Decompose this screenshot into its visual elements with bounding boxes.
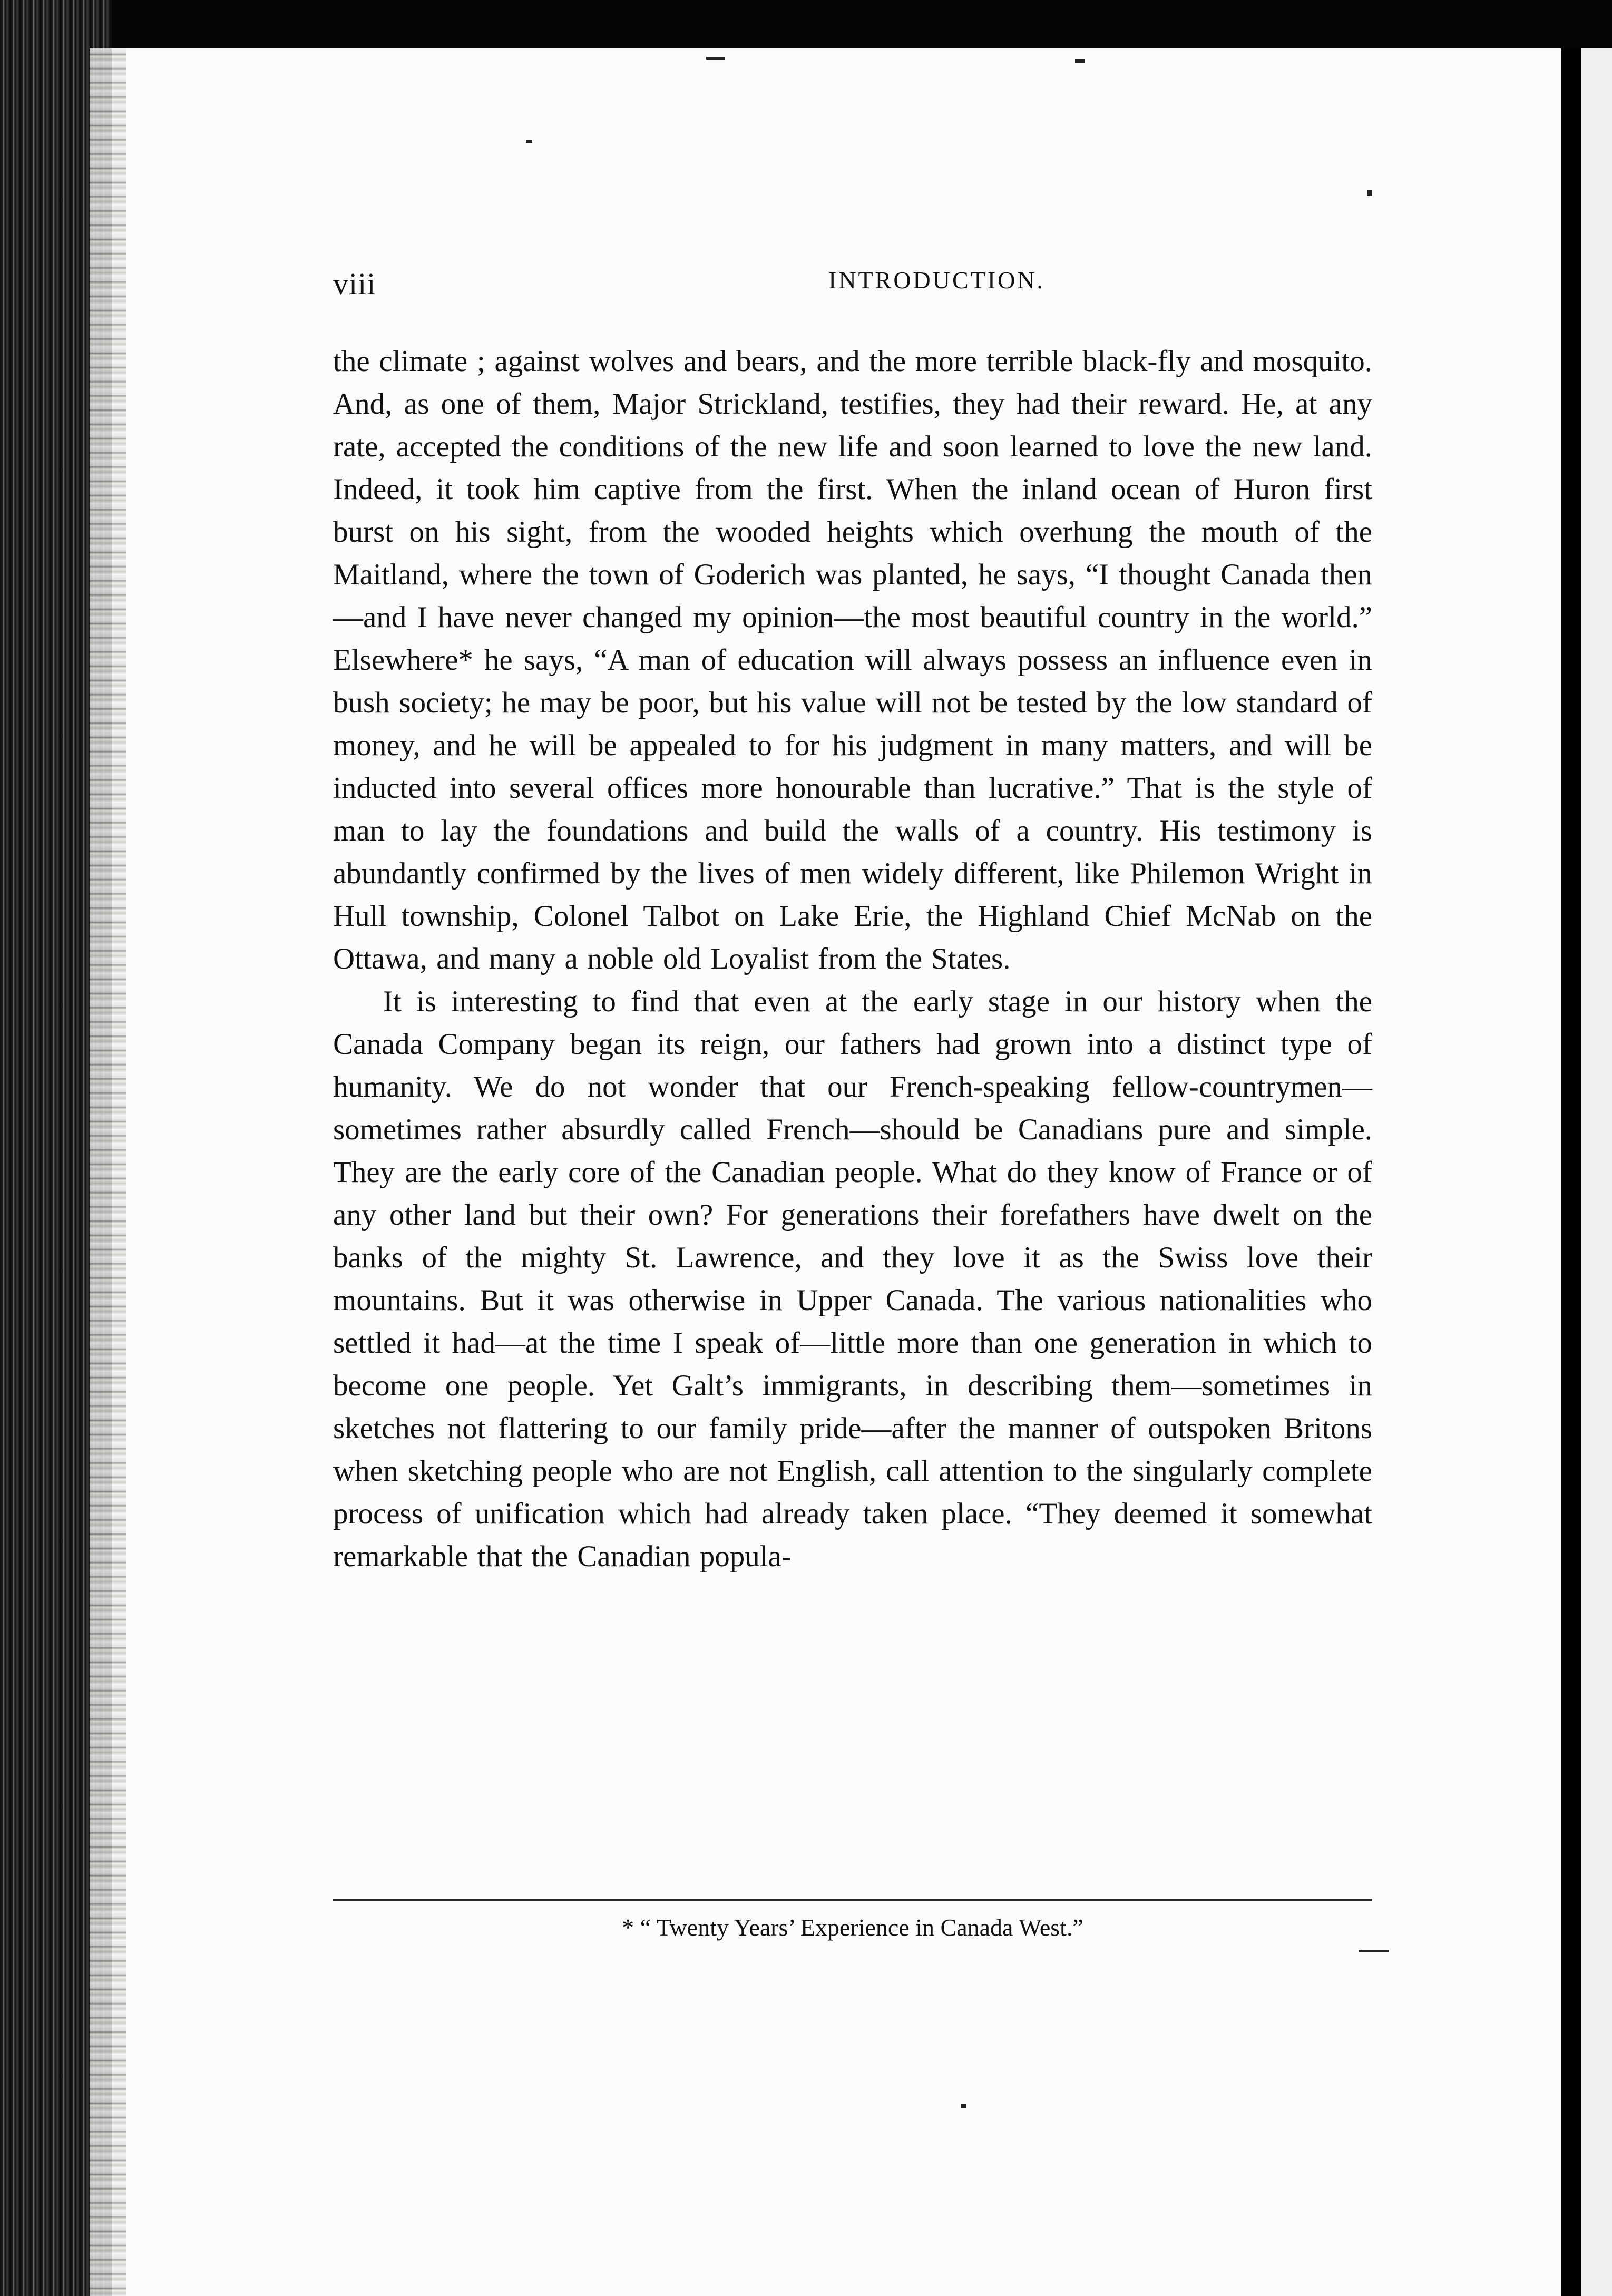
page-body bbox=[333, 340, 1372, 1578]
scan-speck bbox=[706, 57, 725, 60]
adjacent-page-edge bbox=[1581, 48, 1612, 2296]
page-gutter-edge bbox=[90, 48, 126, 2296]
paragraph-2: It is interesting to find that even at the early stage in our history when the Canada Company began its reign, our fathers had grown into a distinct type of humanity. We do not wonder that our French-speaking fellow-countrymen—sometimes rather absurdly called French—should be Canadians pure and simple. They are the early core of the Canadian people. What do they know of France or of any other land but their own? For generations their forefathers have dwelt on the banks of the mighty St. Lawrence, and they love it as the Swiss love their mountains. But it was otherwise in Upper Canada. The various nationalities who settled it had—at the time I speak of—little more than one generation in which to become one people. Yet Galt’s immigrants, in describing them—sometimes in sketches not flattering to our family pride—after the manner of outspoken Britons when sketching people who are not English, call attention to the singularly complete process of unification which had already taken place. “They deemed it somewhat remarkable that the Canadian popula- bbox=[333, 985, 1372, 1573]
scan-speck bbox=[1075, 59, 1085, 63]
scan-speck bbox=[526, 140, 532, 143]
footnote: * “ Twenty Years’ Experience in Canada West.” bbox=[622, 1914, 1083, 1941]
paragraph-1: the climate ; against wolves and bears, and the more terrible black-fly and mosquito. And, as one of them, Major Strickland, testifies, they had their reward. He, at any rate, accepted the conditions of the new life and soon learned to love the new land. Indeed, it took him captive from the first. When the inland ocean of Huron first burst on his sight, from the wooded heights which overhung the mouth of the Maitland, where the town of Goderich was planted, he says, “I thought Canada then—and I have never changed my opinion—the most beautiful country in the world.” Elsewhere* he says, “A man of education will always possess an influence even in bush society; he may be poor, but his value will not be tested by the low standard of money, and he will be appealed to for his judgment in many matters, and will be inducted into several offices more honourable than lucrative.” That is the style of man to lay the foundations and build the walls of a country. His testimony is abundantly confirmed by the lives of men widely different, like Philemon Wright in Hull township, Colonel Talbot on Lake Erie, the Highland Chief McNab on the Ottawa, and many a noble old Loyalist from the States. bbox=[333, 345, 1372, 975]
page-number: viii bbox=[333, 267, 376, 301]
scan-speck bbox=[961, 2104, 966, 2108]
footnote-rule bbox=[333, 1899, 1372, 1901]
scan-speck bbox=[1367, 190, 1372, 196]
running-head-title: INTRODUCTION. bbox=[828, 267, 1046, 294]
scan-speck bbox=[1359, 1950, 1389, 1952]
running-head bbox=[333, 266, 1387, 303]
